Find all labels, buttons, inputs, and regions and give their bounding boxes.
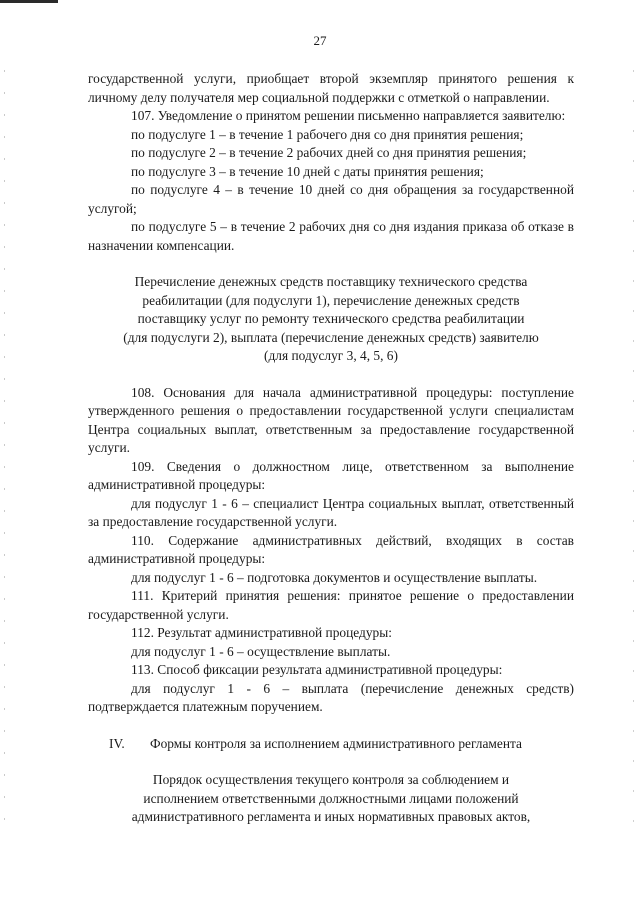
paragraph-112: 112. Результат административной процедуры: [131,625,392,640]
subservice-item-4: по подуслуге 4 – в течение 10 дней со дня обращения за государственной услугой; [88,182,574,216]
page-number: 27 [313,33,327,48]
scan-artifact-bar [0,0,58,3]
document-body [88,70,574,827]
paragraph-107: 107. Уведомление о принятом решении письменно направляется заявителю: [131,108,566,123]
paragraph-113-detail: для подуслуг 1 - 6 – выплата (перечисление денежных средств) подтверждается платежным поручением. [88,680,574,714]
subservice-item-2: по подуслуге 2 – в течение 2 рабочих дней со дня принятия решения; [131,145,527,160]
subheading-line: реабилитации (для подуслуги 1), перечисление денежных средств [142,292,520,308]
subheading-line: Порядок осуществления текущего контроля за соблюдением и [152,772,510,787]
subservice-item-1: по подуслуге 1 – в течение 1 рабочего дня со дня принятия решения; [131,126,524,142]
scan-edge-left [4,70,5,830]
paragraph-113: 113. Способ фиксации результата административной процедуры: [131,662,503,677]
subheading-current-control [88,771,574,827]
section-number: IV. [109,735,125,751]
subheading-line: (для подуслуги 2), выплата (перечисление денежных средств) заявителю [123,329,539,345]
subservice-item-5: по подуслуге 5 – в течение 2 рабочих дня со дня издания приказа об отказе в назначении компенсации. [88,219,574,253]
section-title: Формы контроля за исполнением административного регламента [150,735,522,751]
section-heading [109,735,574,754]
subheading-line: поставщику услуг по ремонту технического средства реабилитации [137,311,525,326]
scan-edge-right [633,70,634,830]
paragraph-110-detail: для подуслуг 1 - 6 – подготовка документов и осуществление выплаты. [131,569,538,585]
subheading-line: Перечисление денежных средств поставщику технического средства [134,274,528,289]
subheading-line: (для подуслуг 3, 4, 5, 6) [264,348,398,363]
paragraph-continuation: государственной услуги, приобщает второй экземпляр принятого решения к личному делу получателя мер социальной поддержки с отметкой о направлении. [88,71,574,105]
paragraph-108: 108. Основания для начала административной процедуры: поступление утвержденного решения о предоставлении государственной услуги специалистам Центра социальных выплат, ответственным за предоставление государственной услуги. [88,384,574,455]
paragraph-112-detail: для подуслуг 1 - 6 – осуществление выплаты. [131,643,391,659]
subservice-item-3: по подуслуге 3 – в течение 10 дней с даты принятия решения; [131,163,484,179]
subheading-line: исполнением ответственными должностными лицами положений [143,790,519,806]
paragraph-110: 110. Содержание административных действий, входящих в состав административной процедуры: [88,532,574,566]
subheading-payment-transfer [88,273,574,366]
subheading-line: административного регламента и иных нормативных правовых актов, [131,809,531,824]
paragraph-109-detail: для подуслуг 1 - 6 – специалист Центра социальных выплат, ответственный за предоставление государственной услуги. [88,495,574,529]
paragraph-109: 109. Сведения о должностном лице, ответственном за выполнение административной процедуры: [88,458,574,492]
paragraph-111: 111. Критерий принятия решения: принятое решение о предоставлении государственной услуги. [88,588,574,622]
